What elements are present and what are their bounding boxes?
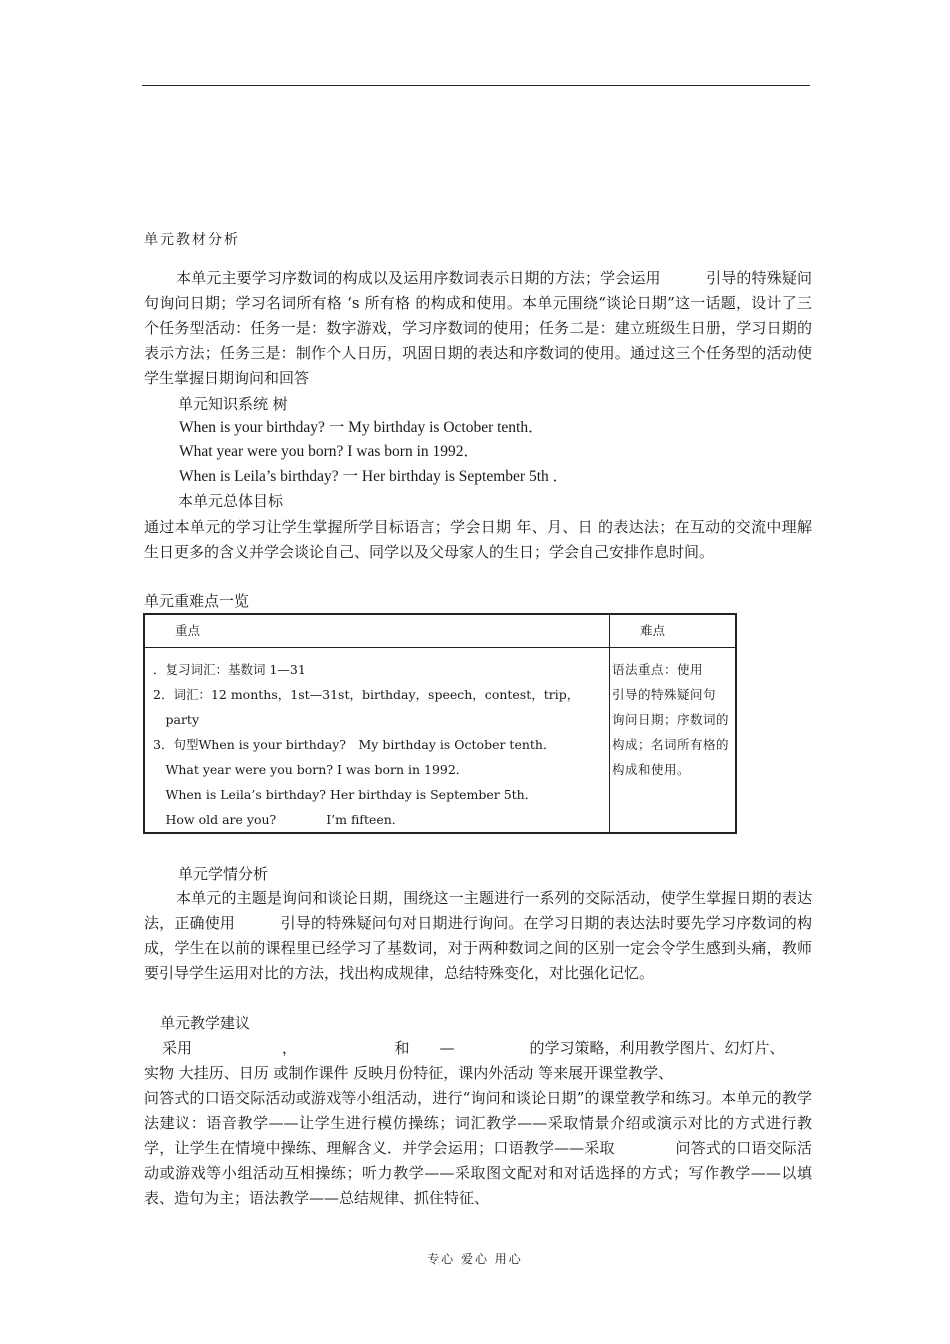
key-point-line: What year were you born? I was born in 1992． bbox=[153, 762, 469, 777]
key-point-line: ．复习词汇：基数词 1—31 bbox=[153, 662, 306, 677]
section-heading: 单元教材分析 bbox=[144, 232, 240, 248]
goal-title: 本单元总体目标 bbox=[178, 492, 284, 510]
table-header-difficult: 难点 bbox=[610, 614, 737, 648]
page-footer: 专心 爱心 用心 bbox=[427, 1252, 523, 1266]
goal-paragraph: 通过本单元的学习让学生掌握所学目标语言；学会日期 年、月、日 的表达法；在互动的交流中理解生日更多的含义并学会谈论自己、同学以及父母家人的生日；学会自己安排作息时间。 bbox=[144, 518, 812, 561]
advice-line-2: 实物 大挂历、日历 或制作课件 反映月份特征，课内外活动 等来展开课堂教学、 bbox=[144, 1064, 674, 1082]
advice-line-1: 采用 ， 和 — 的学习策略，利用教学图片、幻灯片、 bbox=[162, 1039, 785, 1057]
table-header-key: 重点 bbox=[144, 614, 610, 648]
key-point-line: 3．句型When is your birthday? My birthday is October tenth． bbox=[153, 737, 556, 752]
key-point-line: 2．词汇：12 months，1st—31st，birthday，speech，contest，trip， bbox=[153, 687, 580, 702]
knowledge-title: 单元知识系统 树 bbox=[178, 395, 288, 413]
advice-title: 单元教学建议 bbox=[160, 1014, 251, 1032]
key-point-line: How old are you? I’m fifteen． bbox=[153, 812, 405, 827]
table-title: 单元重难点一览 bbox=[144, 592, 250, 610]
difficult-points-cell bbox=[610, 648, 737, 834]
analysis-title: 单元学情分析 bbox=[178, 865, 269, 883]
advice-paragraph: 问答式的口语交际活动或游戏等小组活动，进行“询问和谈论日期”的课堂教学和练习。本单元的教学法建议：语音教学——让学生进行模仿操练；词汇教学——采取情景介绍或演示对比的方式进行教学，让学生在情境中操练、理解含义．并学会运用；口语教学——采取 问答式的口语交际活动或游戏等小组活动互相操练；听力教学——采取图文配对和对话选择的方式；写作教学——以填表、造句为主；语法教学——总结规律、抓住特征、 bbox=[144, 1089, 812, 1207]
sentence-3: When is Leila’s birthday? 一 Her birthday is September 5th ． bbox=[179, 468, 569, 485]
analysis-paragraph: 本单元的主题是询问和谈论日期，围绕这一主题进行一系列的交际活动，使学生掌握日期的表达法，正确使用 引导的特殊疑问句对日期进行询问。在学习日期的表达法时要先学习序数词的构成，学生在以前的课程里已经学习了基数词，对于两种数词之间的区别一定会令学生感到头痛，教师要引导学生运用对比的方法，找出构成规律，总结特殊变化，对比强化记忆。 bbox=[144, 889, 812, 982]
difficult-point-line: 构成和使用。 bbox=[612, 762, 691, 777]
key-point-line: When is Leila’s birthday? Her birthday is September 5th． bbox=[153, 787, 538, 802]
intro-paragraph: 本单元主要学习序数词的构成以及运用序数词表示日期的方法；学会运用 引导的特殊疑问句询问日期；学习名词所有格 ‘s 所有格 的构成和使用。本单元围绕“谈论日期”这一话题，设计了三个任务型活动：任务一是：数字游戏，学习序数词的使用；任务二是：建立班级生日册，学习日期的表示方法；任务三是：制作个人日历，巩固日期的表达和序数词的使用。通过这三个任务型的活动使学生掌握日期询问和回答 bbox=[144, 269, 812, 387]
difficult-point-line: 询问日期；序数词的 bbox=[612, 712, 730, 727]
key-points-table bbox=[143, 613, 737, 834]
sentence-2: What year were you born? I was born in 1992． bbox=[179, 443, 480, 460]
sentence-1: When is your birthday? 一 My birthday is October tenth． bbox=[179, 419, 544, 436]
difficult-point-line: 构成；名词所有格的 bbox=[612, 737, 730, 752]
difficult-point-line: 引导的特殊疑问句 bbox=[612, 687, 717, 702]
difficult-point-line: 语法重点：使用 bbox=[612, 662, 704, 677]
key-point-line: party bbox=[153, 712, 200, 727]
header-rule bbox=[142, 85, 810, 86]
key-points-cell bbox=[144, 648, 610, 834]
